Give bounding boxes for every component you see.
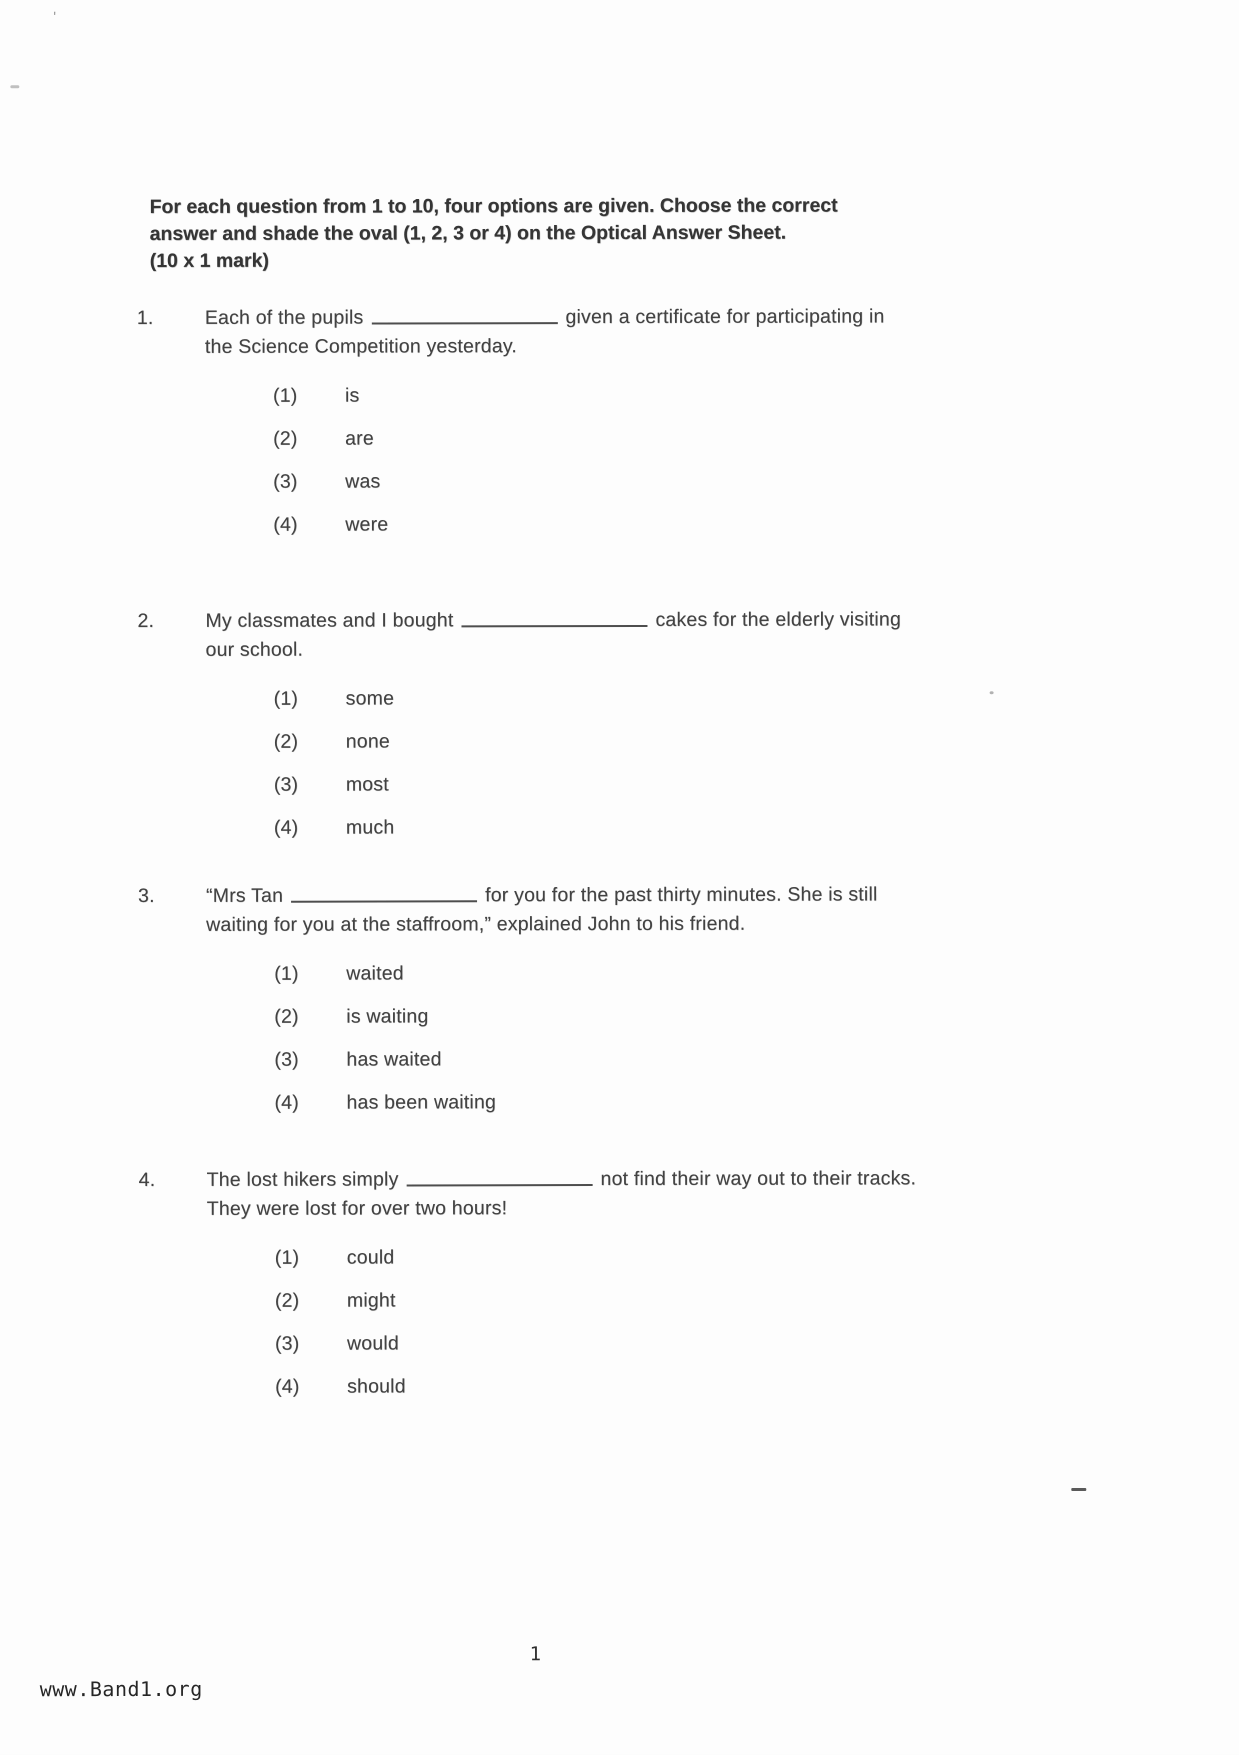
page-number: 1 bbox=[529, 1643, 542, 1666]
option-label: (2) bbox=[273, 730, 299, 753]
option-text: would bbox=[346, 1332, 399, 1355]
question-3-number: 3. bbox=[138, 884, 155, 908]
option bbox=[274, 1001, 998, 1032]
option bbox=[275, 1371, 999, 1402]
option-text: some bbox=[345, 687, 395, 710]
question-2-text-line1 bbox=[205, 605, 997, 636]
option-text: was bbox=[345, 470, 381, 493]
question-4-text-line1 bbox=[207, 1164, 999, 1195]
option-label: (3) bbox=[274, 1048, 299, 1071]
scan-artifact bbox=[1071, 1488, 1086, 1491]
option bbox=[273, 466, 997, 497]
question-3 bbox=[138, 880, 999, 1132]
option-label: (4) bbox=[273, 816, 299, 839]
question-4-text-line2: They were lost for over two hours! bbox=[206, 1197, 508, 1220]
option-label: (1) bbox=[274, 962, 299, 985]
option bbox=[273, 509, 997, 540]
question-1-text-line1 bbox=[205, 302, 997, 333]
question-1-number: 1. bbox=[136, 306, 154, 330]
option-label: (3) bbox=[274, 1332, 300, 1355]
option-text: has waited bbox=[346, 1048, 442, 1071]
answer-blank bbox=[406, 1174, 592, 1186]
question-3-text-line1 bbox=[206, 880, 998, 911]
option-label: (1) bbox=[272, 384, 298, 407]
instructions-line-1: For each question from 1 to 10, four options are given. Choose the correct bbox=[149, 194, 838, 218]
question-3-options bbox=[274, 958, 998, 1118]
option-text: could bbox=[346, 1246, 395, 1269]
option-text: is bbox=[344, 384, 360, 407]
option-text: has been waiting bbox=[346, 1091, 497, 1114]
question-2-text-before-blank: My classmates and I bought bbox=[205, 609, 454, 632]
question-4-text-after-blank: not find their way out to their tracks. bbox=[600, 1167, 917, 1191]
option bbox=[273, 380, 997, 411]
option-text: were bbox=[345, 513, 389, 536]
option bbox=[275, 1328, 999, 1359]
option bbox=[275, 1242, 999, 1273]
option bbox=[274, 726, 998, 757]
option-label: (4) bbox=[273, 513, 298, 536]
option bbox=[275, 1285, 999, 1316]
option bbox=[274, 1087, 998, 1118]
answer-blank bbox=[461, 615, 647, 627]
question-3-text-after-blank: for you for the past thirty minutes. She is still bbox=[485, 883, 878, 907]
option-text: should bbox=[347, 1375, 406, 1398]
option-text: none bbox=[345, 730, 390, 753]
question-1-text-before-blank: Each of the pupils bbox=[204, 306, 364, 329]
question-1-text-after-blank: given a certificate for participating in bbox=[565, 305, 885, 329]
option bbox=[274, 1044, 998, 1075]
option-label: (2) bbox=[273, 427, 298, 450]
question-2-number: 2. bbox=[137, 609, 155, 633]
question-1 bbox=[137, 302, 998, 554]
option-text: most bbox=[345, 773, 389, 796]
option-label: (4) bbox=[274, 1091, 299, 1114]
question-4-options bbox=[275, 1242, 999, 1402]
question-1-text-line2: the Science Competition yesterday. bbox=[204, 335, 518, 358]
option-text: much bbox=[345, 816, 395, 839]
option-label: (1) bbox=[274, 1246, 300, 1269]
option-text: waited bbox=[346, 962, 404, 985]
option bbox=[274, 812, 998, 843]
instructions-line-2: answer and shade the oval (1, 2, 3 or 4) on the Optical Answer Sheet. bbox=[149, 221, 787, 245]
watermark-url: www.Band1.org bbox=[39, 1676, 203, 1702]
question-3-text-before-blank: “Mrs Tan bbox=[206, 884, 284, 907]
option-label: (3) bbox=[273, 470, 298, 493]
option-label: (2) bbox=[274, 1289, 300, 1312]
section-instructions bbox=[150, 192, 950, 275]
scan-artifact: ' bbox=[53, 9, 57, 27]
option-label: (1) bbox=[273, 687, 299, 710]
question-4-text-before-blank: The lost hikers simply bbox=[206, 1168, 399, 1191]
option-label: (4) bbox=[275, 1375, 300, 1398]
question-4 bbox=[139, 1164, 1000, 1416]
option-text: might bbox=[346, 1289, 396, 1312]
question-1-options bbox=[273, 380, 997, 540]
option bbox=[274, 769, 998, 800]
instructions-line-3: (10 x 1 mark) bbox=[149, 249, 269, 272]
question-2 bbox=[137, 605, 998, 857]
question-3-text-line2: waiting for you at the staffroom,” explained John to his friend. bbox=[206, 912, 746, 936]
scan-artifact bbox=[10, 85, 19, 88]
answer-blank bbox=[291, 890, 477, 902]
option-text: is waiting bbox=[346, 1005, 429, 1028]
question-2-text-line2: our school. bbox=[205, 638, 304, 661]
question-2-options bbox=[274, 683, 998, 843]
question-4-number: 4. bbox=[138, 1168, 156, 1192]
answer-blank bbox=[371, 312, 557, 324]
option bbox=[274, 958, 998, 989]
option-text: are bbox=[345, 427, 374, 450]
option bbox=[273, 423, 997, 454]
question-2-text-after-blank: cakes for the elderly visiting bbox=[655, 608, 902, 631]
option-label: (2) bbox=[274, 1005, 299, 1028]
option bbox=[274, 683, 998, 714]
option-label: (3) bbox=[273, 773, 299, 796]
